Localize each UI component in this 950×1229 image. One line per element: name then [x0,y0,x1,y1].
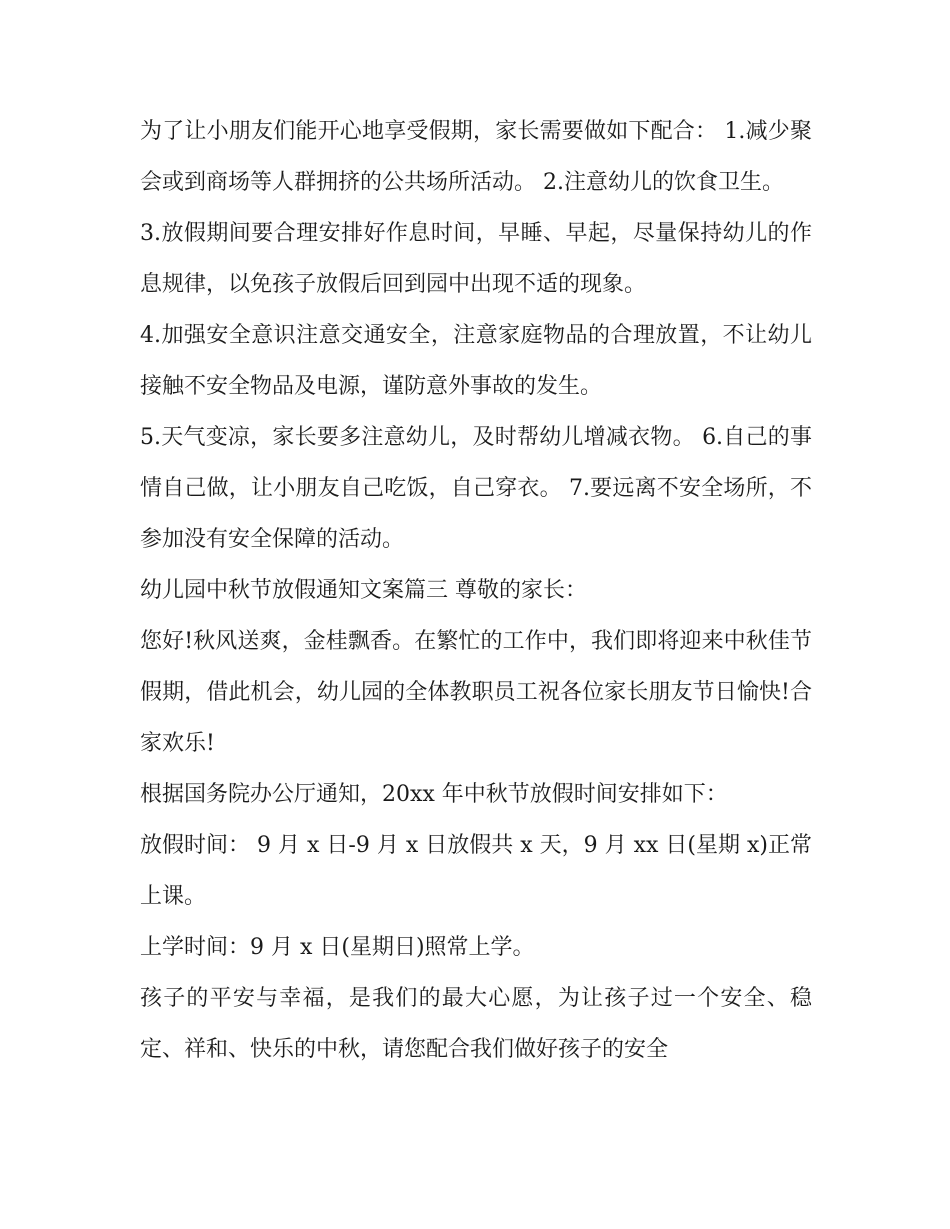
paragraph-notice-intro: 根据国务院办公厅通知，20xx 年中秋节放假时间安排如下： [140,782,728,807]
paragraph-items-5-7: 5.天气变凉，家长要多注意幼儿，及时帮幼儿增减衣物。 6.自己的事情自己做，让小朋友自己吃饭，自己穿衣。 7.要远离不安全场所，不参加没有安全保障的活动。 [140,425,812,552]
paragraph-parent-cooperation: 为了让小朋友们能开心地享受假期，家长需要做如下配合： 1.减少聚会或到商场等人群拥挤的公共场所活动。 2.注意幼儿的饮食卫生。 [140,119,812,195]
paragraph-safety-wish: 孩子的平安与幸福，是我们的最大心愿，为让孩子过一个安全、稳定、祥和、快乐的中秋，请您配合我们做好孩子的安全 [140,986,812,1062]
section-heading-part-three: 幼儿园中秋节放假通知文案篇三 尊敬的家长： [140,578,587,603]
paragraph-item-4-safety: 4.加强安全意识注意交通安全，注意家庭物品的合理放置，不让幼儿接触不安全物品及电源，谨防意外事故的发生。 [140,323,812,399]
document-body [140,106,812,1075]
paragraph-school-time: 上学时间：9 月 x 日(星期日)照常上学。 [140,935,535,960]
paragraph-item-3-schedule: 3.放假期间要合理安排好作息时间，早睡、早起，尽量保持幼儿的作息规律，以免孩子放假后回到园中出现不适的现象。 [140,221,812,297]
paragraph-holiday-time: 放假时间： 9 月 x 日-9 月 x 日放假共 x 天，9 月 xx 日(星期 x)正常上课。 [140,833,812,909]
paragraph-greeting: 您好!秋风送爽，金桂飘香。在繁忙的工作中，我们即将迎来中秋佳节假期，借此机会，幼儿园的全体教职员工祝各位家长朋友节日愉快!合家欢乐! [140,629,812,756]
